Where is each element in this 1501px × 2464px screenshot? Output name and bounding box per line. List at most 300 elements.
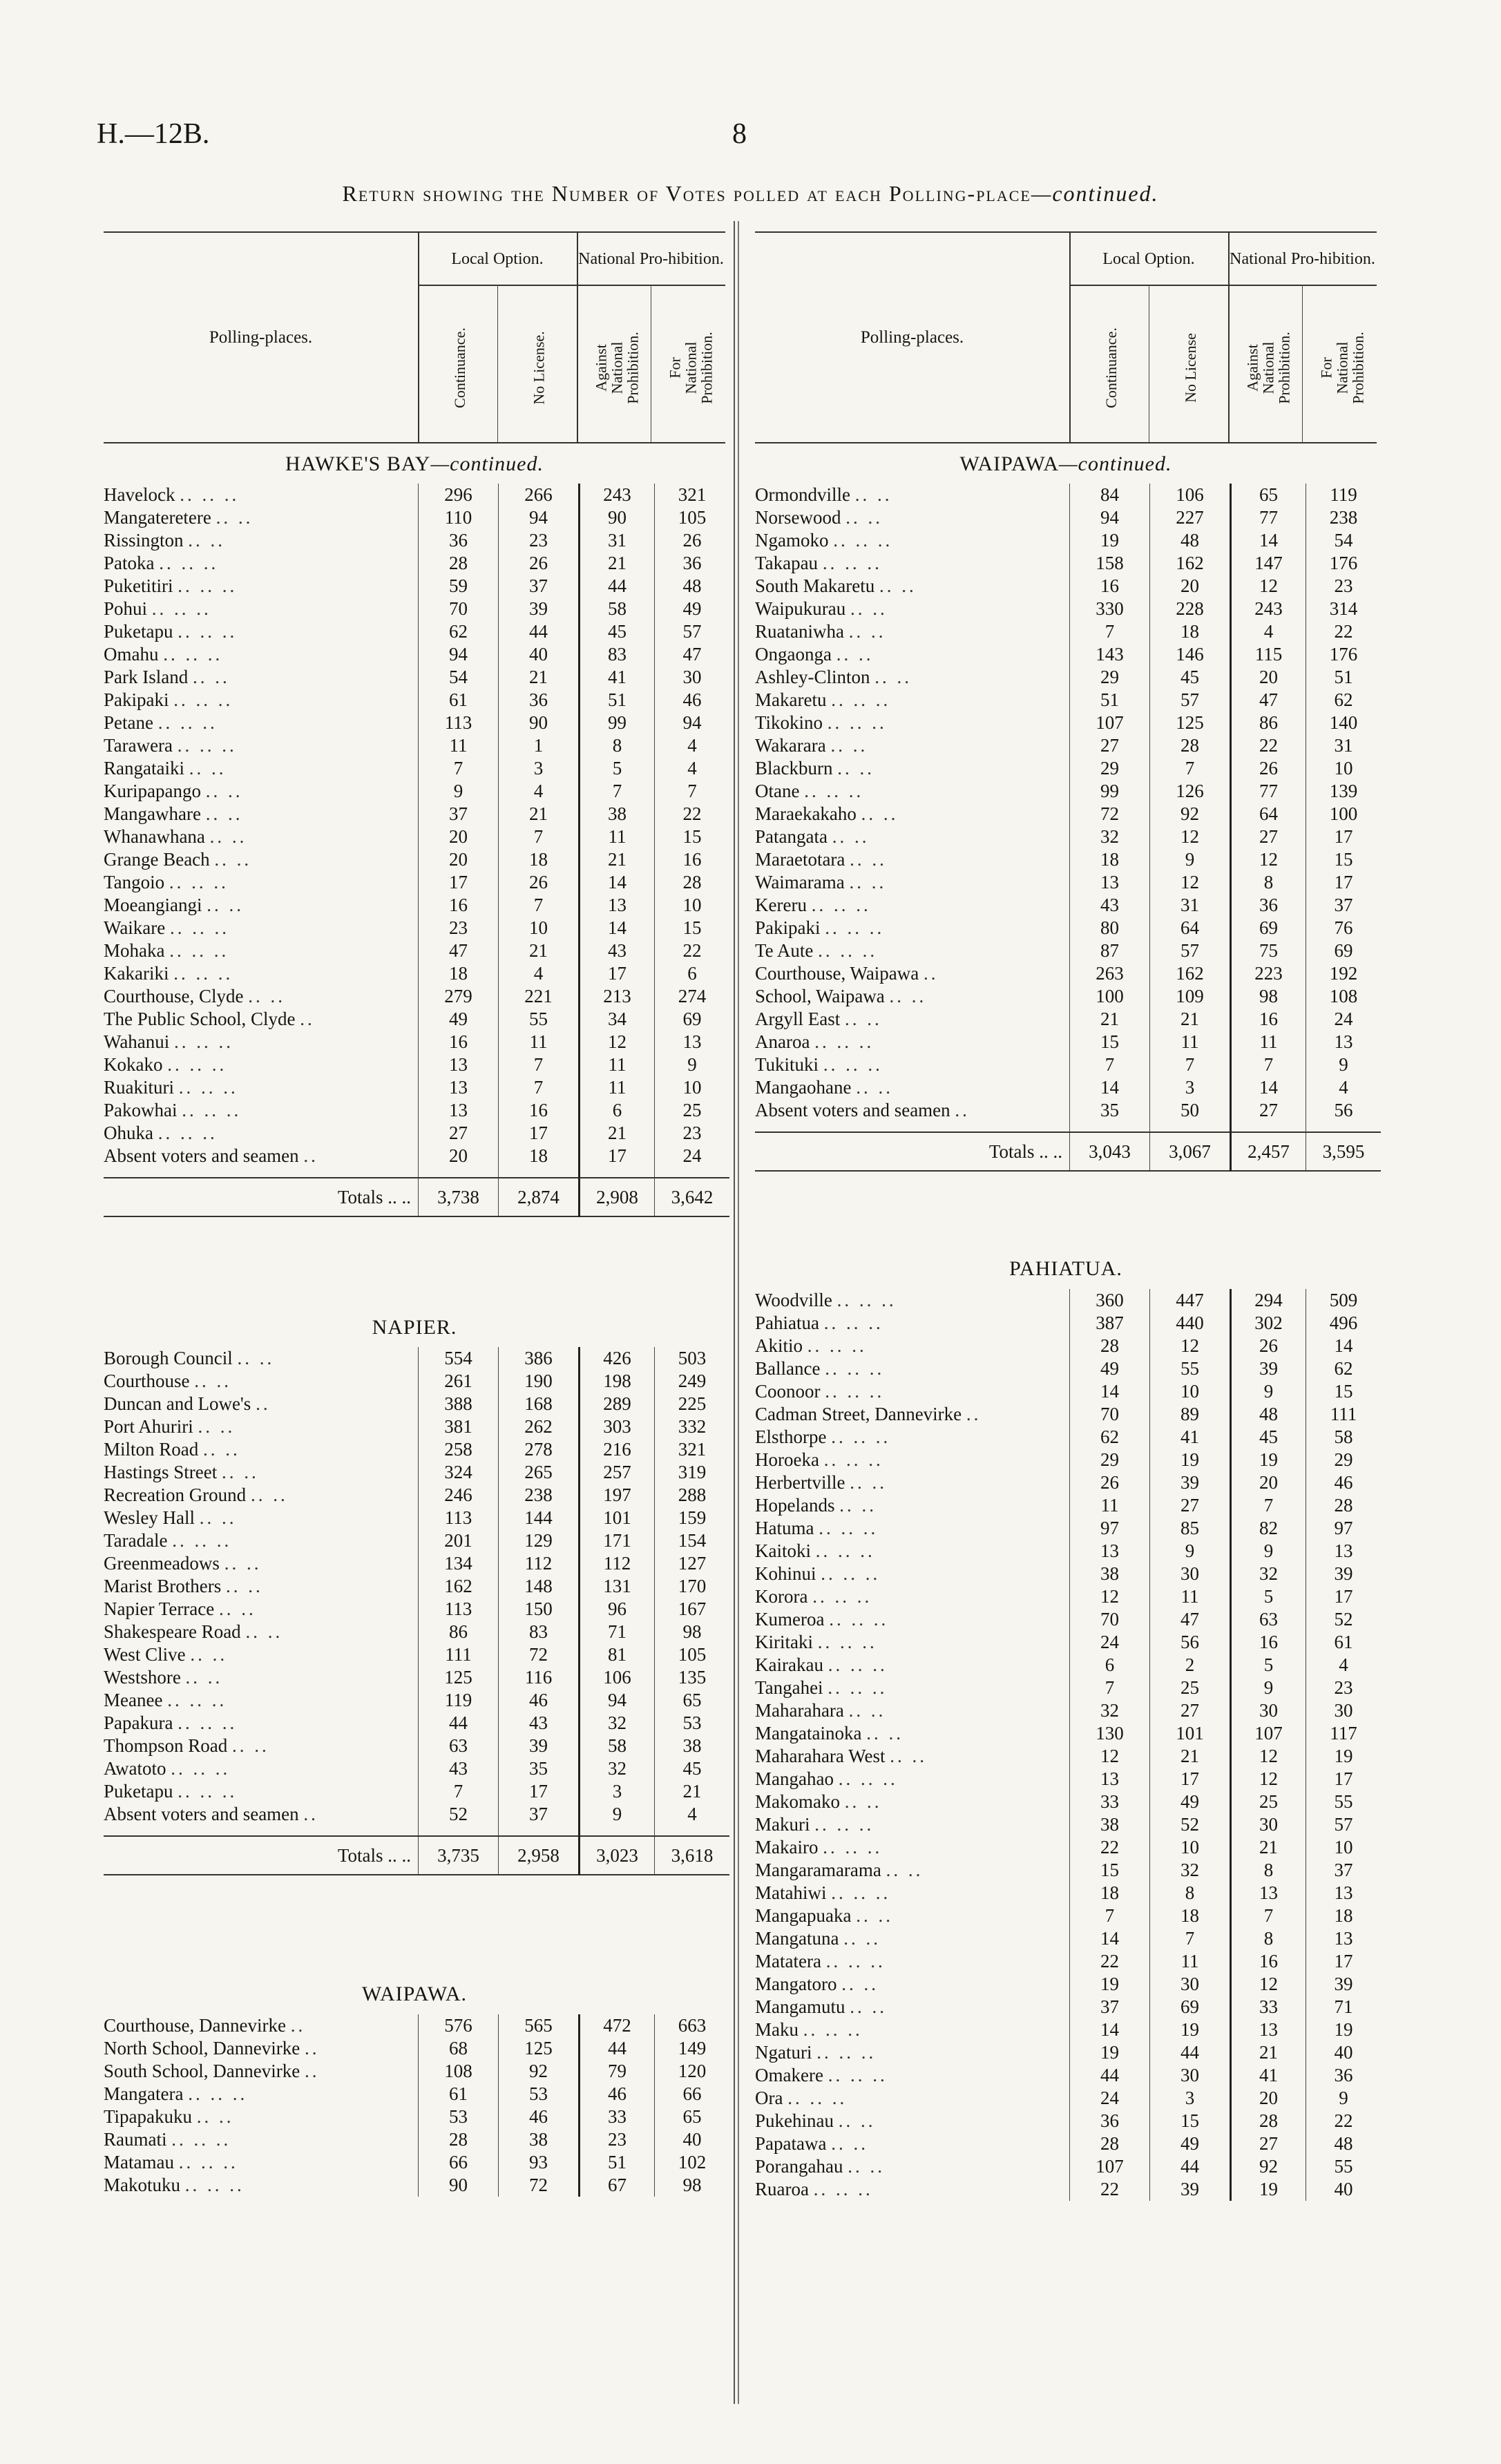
continuance-value: 387 [1070,1312,1150,1335]
for-value: 15 [1306,1380,1382,1403]
no-license-value: 10 [1150,1380,1231,1403]
no-license-value: 386 [499,1347,580,1370]
table-row [104,1643,729,1666]
no-license-value: 129 [499,1529,580,1552]
table-row [104,1666,729,1689]
no-license-value: 35 [499,1757,580,1780]
against-value: 5 [1231,1654,1306,1677]
against-value: 92 [1231,2155,1306,2178]
no-license-value: 11 [1150,1950,1231,1973]
against-value: 33 [580,2105,655,2128]
title-main: Return showing the Number of Votes polled at each Polling-place [342,181,1031,206]
table-row [755,1904,1381,1927]
polling-place-name: Pakipaki .. .. .. [104,689,233,710]
for-value: 52 [1306,1608,1382,1631]
table-row [755,1950,1381,1973]
no-license-value: 162 [1150,962,1231,985]
table-row [104,575,729,598]
no-license-heading: No License. [530,330,548,405]
for-value: 62 [1306,689,1382,711]
continuance-value: 11 [1070,1494,1150,1517]
for-value: 56 [1306,1099,1382,1122]
no-license-value: 32 [1150,1859,1231,1882]
for-value: 154 [655,1529,730,1552]
table-row [104,1575,729,1598]
polling-place-name: Elsthorpe .. .. .. [755,1426,891,1447]
continuance-value: 97 [1070,1517,1150,1540]
table-row [104,1689,729,1712]
no-license-value: 48 [1150,529,1231,552]
no-license-value: 57 [1150,939,1231,962]
polling-place-name: Takapau .. .. .. [755,553,882,573]
for-value: 66 [655,2083,730,2105]
against-value: 82 [1231,1517,1306,1540]
polling-place-name: Havelock .. .. .. [104,484,240,505]
against-value: 48 [1231,1403,1306,1426]
table-row [755,1099,1381,1122]
continuance-value: 84 [1070,484,1150,506]
table-row [755,780,1381,803]
total-value: 2,958 [499,1836,580,1875]
against-value: 36 [1231,894,1306,917]
against-value: 472 [580,2014,655,2037]
for-value: 117 [1306,1722,1382,1745]
total-value: 2,457 [1231,1132,1306,1171]
table-row [755,1053,1381,1076]
against-value: 20 [1231,2087,1306,2110]
against-value: 63 [1231,1608,1306,1631]
table-row [755,689,1381,711]
continuance-value: 54 [419,666,499,689]
polling-place-name: Waipukurau .. .. [755,598,888,619]
against-value: 30 [1231,1699,1306,1722]
for-value: 23 [655,1122,730,1145]
polling-place-name: Waimarama .. .. [755,872,887,892]
table-row [104,1757,729,1780]
continuance-value: 32 [1070,1699,1150,1722]
continuance-value: 17 [419,871,499,894]
continuance-value: 62 [419,620,499,643]
polling-place-name: Awatoto .. .. .. [104,1758,231,1779]
no-license-value: 11 [499,1031,580,1053]
continuance-value: 38 [1070,1813,1150,1836]
for-value: 22 [1306,2110,1382,2132]
continuance-value: 554 [419,1347,499,1370]
no-license-value: 49 [1150,1790,1231,1813]
no-license-value: 16 [499,1099,580,1122]
no-license-value: 565 [499,2014,580,2037]
table-row [755,848,1381,871]
continuance-value: 7 [1070,1904,1150,1927]
table-row [755,871,1381,894]
against-value: 6 [580,1099,655,1122]
for-value: 225 [655,1393,730,1415]
continuance-value: 13 [419,1099,499,1122]
no-license-value: 64 [1150,917,1231,939]
against-value: 13 [1231,1882,1306,1904]
polling-place-name: Mangateretere .. .. [104,507,254,528]
continuance-value: 18 [419,962,499,985]
local-option-heading: Local Option. [418,233,577,286]
no-license-value: 52 [1150,1813,1231,1836]
no-license-value: 1 [499,734,580,757]
table-row [755,734,1381,757]
for-value: 15 [655,825,730,848]
no-license-value: 69 [1150,1996,1231,2018]
against-value: 38 [580,803,655,825]
for-value: 94 [655,711,730,734]
for-value: 28 [1306,1494,1382,1517]
table-row [104,1415,729,1438]
for-value: 40 [1306,2041,1382,2064]
against-value: 67 [580,2174,655,2197]
no-license-value: 19 [1150,1449,1231,1471]
hawkes-bay-table [104,484,729,1217]
continuance-value: 28 [1070,1335,1150,1357]
against-value: 90 [580,506,655,529]
no-license-value: 50 [1150,1099,1231,1122]
continuance-value: 110 [419,506,499,529]
for-value: 13 [1306,1031,1382,1053]
table-row [104,1803,729,1826]
no-license-value: 7 [1150,1053,1231,1076]
table-row [104,1370,729,1393]
against-value: 45 [1231,1426,1306,1449]
against-prohibition-heading: Against National Prohibition. [592,331,642,404]
polling-places-heading: Polling-places. [209,327,313,347]
no-license-value: 221 [499,985,580,1008]
continuance-value: 143 [1070,643,1150,666]
polling-place-name: Pahiatua .. .. .. [755,1312,883,1333]
no-license-value: 227 [1150,506,1231,529]
for-value: 120 [655,2060,730,2083]
against-value: 107 [1231,1722,1306,1745]
against-value: 21 [580,552,655,575]
continuance-value: 36 [419,529,499,552]
table-row [755,2064,1381,2087]
for-value: 9 [1306,1053,1382,1076]
no-license-value: 21 [499,803,580,825]
table-row [755,917,1381,939]
against-prohibition-heading: Against National Prohibition. [1243,331,1293,404]
table-row [755,1927,1381,1950]
for-value: 13 [1306,1927,1382,1950]
against-value: 64 [1231,803,1306,825]
table-row [755,962,1381,985]
continuance-value: 37 [1070,1996,1150,2018]
for-prohibition-heading: For National Prohibition. [666,331,716,404]
against-value: 32 [580,1712,655,1735]
polling-place-name: Wakarara .. .. [755,735,868,756]
table-row [755,1745,1381,1768]
for-value: 23 [1306,1677,1382,1699]
against-value: 44 [580,2037,655,2060]
against-value: 112 [580,1552,655,1575]
table-row [755,1677,1381,1699]
no-license-value: 12 [1150,1335,1231,1357]
table-row [755,1426,1381,1449]
against-value: 101 [580,1507,655,1529]
for-value: 54 [1306,529,1382,552]
polling-place-name: Moeangiangi .. .. [104,895,244,915]
against-value: 41 [580,666,655,689]
continuance-value: 22 [1070,1836,1150,1859]
table-row [755,1996,1381,2018]
polling-place-name: Blackburn .. .. [755,758,874,779]
continuance-value: 162 [419,1575,499,1598]
table-row [755,985,1381,1008]
no-license-value: 46 [499,2105,580,2128]
for-value: 15 [655,917,730,939]
polling-place-name: Ruakituri .. .. .. [104,1077,238,1098]
polling-place-name: Makuri .. .. .. [755,1814,874,1835]
table-row [104,1712,729,1735]
no-license-value: 38 [499,2128,580,2151]
no-license-value: 125 [499,2037,580,2060]
against-value: 20 [1231,1471,1306,1494]
continuance-value: 38 [1070,1563,1150,1585]
continuance-value: 113 [419,1598,499,1621]
continuance-value: 7 [419,1780,499,1803]
against-value: 77 [1231,506,1306,529]
table-row [755,1357,1381,1380]
continuance-value: 70 [419,598,499,620]
continuance-value: 47 [419,939,499,962]
continuance-value: 35 [1070,1099,1150,1122]
no-license-value: 18 [1150,1904,1231,1927]
continuance-value: 14 [1070,1076,1150,1099]
table-row [104,1507,729,1529]
totals-row [104,1178,729,1216]
against-value: 27 [1231,2132,1306,2155]
against-value: 197 [580,1484,655,1507]
against-value: 12 [1231,1768,1306,1790]
continuance-value: 20 [419,825,499,848]
no-license-value: 45 [1150,666,1231,689]
table-row [104,917,729,939]
table-row [755,825,1381,848]
no-license-value: 7 [1150,757,1231,780]
polling-place-name: Port Ahuriri .. .. [104,1416,236,1437]
total-value: 3,642 [655,1178,730,1216]
polling-place-name: Mangatera .. .. .. [104,2083,248,2104]
continuance-value: 15 [1070,1859,1150,1882]
continuance-value: 61 [419,2083,499,2105]
total-value: 3,043 [1070,1132,1150,1171]
for-value: 314 [1306,598,1382,620]
against-value: 11 [1231,1031,1306,1053]
table-row [104,1347,729,1370]
for-value: 321 [655,1438,730,1461]
no-license-value: 17 [499,1122,580,1145]
table-row [755,1563,1381,1585]
polling-place-name: Mangatuna .. .. [755,1928,881,1949]
totals-row [755,1132,1381,1171]
for-value: 9 [1306,2087,1382,2110]
for-value: 10 [1306,1836,1382,1859]
table-row [104,1461,729,1484]
continuance-value: 19 [1070,1973,1150,1996]
for-value: 76 [1306,917,1382,939]
no-license-value: 106 [1150,484,1231,506]
for-value: 332 [655,1415,730,1438]
table-row [755,2178,1381,2201]
continuance-value: 246 [419,1484,499,1507]
polling-place-name: Courthouse .. .. [104,1371,231,1391]
polling-place-name: Tangahei .. .. .. [755,1677,888,1698]
table-row [755,552,1381,575]
polling-place-name: Kairakau .. .. .. [755,1654,888,1675]
no-license-value: 262 [499,1415,580,1438]
for-value: 176 [1306,552,1382,575]
polling-place-name: Kereru .. .. .. [755,895,871,915]
continuance-value: 32 [1070,825,1150,848]
for-value: 167 [655,1598,730,1621]
against-value: 302 [1231,1312,1306,1335]
national-prohibition-heading: National Pro-hibition. [577,233,725,286]
continuance-value: 63 [419,1735,499,1757]
against-value: 34 [580,1008,655,1031]
total-value: 2,874 [499,1178,580,1216]
table-row [104,689,729,711]
polling-place-name: Matatera .. .. .. [755,1951,886,1971]
against-value: 33 [1231,1996,1306,2018]
for-value: 22 [655,939,730,962]
table-row [755,1312,1381,1335]
polling-place-name: Ruaroa .. .. .. [755,2179,873,2199]
table-row [104,1780,729,1803]
no-license-value: 39 [1150,1471,1231,1494]
polling-place-name: Whanawhana .. .. [104,826,247,847]
for-value: 71 [1306,1996,1382,2018]
against-value: 69 [1231,917,1306,939]
polling-place-name: Maku .. .. .. [755,2019,863,2040]
continuance-value: 125 [419,1666,499,1689]
table-row [755,1836,1381,1859]
table-row [104,939,729,962]
against-value: 8 [580,734,655,757]
polling-place-name: Akitio .. .. .. [755,1335,867,1356]
continuance-value: 16 [419,894,499,917]
no-license-value: 26 [499,552,580,575]
no-license-value: 7 [499,894,580,917]
for-value: 40 [655,2128,730,2151]
continuance-value: 51 [1070,689,1150,711]
continuance-value: 28 [1070,2132,1150,2155]
polling-place-name: Recreation Ground .. .. [104,1484,288,1505]
for-value: 15 [1306,848,1382,871]
against-value: 16 [1231,1950,1306,1973]
table-row [755,2155,1381,2178]
for-value: 159 [655,1507,730,1529]
for-value: 135 [655,1666,730,1689]
for-value: 16 [655,848,730,871]
no-license-value: 3 [499,757,580,780]
polling-place-name: Raumati .. .. .. [104,2129,231,2150]
against-value: 71 [580,1621,655,1643]
no-license-value: 4 [499,962,580,985]
for-value: 39 [1306,1973,1382,1996]
against-value: 96 [580,1598,655,1621]
no-license-value: 41 [1150,1426,1231,1449]
continuance-value: 61 [419,689,499,711]
polling-place-name: Absent voters and seamen .. [104,1804,318,1824]
against-value: 198 [580,1370,655,1393]
for-value: 22 [655,803,730,825]
total-value: 3,067 [1150,1132,1231,1171]
polling-place-name: Kumeroa .. .. .. [755,1609,889,1630]
no-license-value: 21 [499,939,580,962]
polling-place-name: Borough Council .. .. [104,1348,275,1368]
for-value: 37 [1306,894,1382,917]
continuance-value: 7 [1070,1677,1150,1699]
continuance-value: 15 [1070,1031,1150,1053]
against-value: 21 [1231,1836,1306,1859]
continuance-value: 70 [1070,1403,1150,1426]
polling-place-name: Cadman Street, Dannevirke .. [755,1404,982,1424]
no-license-value: 55 [499,1008,580,1031]
continuance-value: 86 [419,1621,499,1643]
no-license-value: 27 [1150,1494,1231,1517]
for-value: 4 [655,757,730,780]
polling-place-name: Puketapu .. .. .. [104,1781,238,1802]
for-value: 38 [655,1735,730,1757]
polling-place-name: Rangataiki .. .. [104,758,227,779]
polling-place-name: Matahiwi .. .. .. [755,1882,891,1903]
no-license-value: 10 [499,917,580,939]
against-value: 5 [580,757,655,780]
total-value: 3,618 [655,1836,730,1875]
continuance-value: 90 [419,2174,499,2197]
for-value: 58 [1306,1426,1382,1449]
totals-label: Totals .. .. [104,1178,419,1216]
continuance-value: 27 [419,1122,499,1145]
continuance-value: 94 [1070,506,1150,529]
continuance-value: 100 [1070,985,1150,1008]
table-row [755,1517,1381,1540]
continuance-value: 53 [419,2105,499,2128]
polling-place-name: Anaroa .. .. .. [755,1031,874,1052]
for-value: 36 [1306,2064,1382,2087]
table-row [104,2128,729,2151]
for-value: 65 [655,2105,730,2128]
polling-place-name: Mohaka .. .. .. [104,940,229,961]
against-value: 17 [580,962,655,985]
polling-place-name: Absent voters and seamen .. [755,1100,970,1120]
continuance-value: 134 [419,1552,499,1575]
against-value: 216 [580,1438,655,1461]
against-value: 11 [580,1076,655,1099]
continuance-value: 324 [419,1461,499,1484]
polling-place-name: Mangatoro .. .. [755,1974,879,1994]
against-value: 115 [1231,643,1306,666]
for-value: 108 [1306,985,1382,1008]
table-row [104,803,729,825]
table-row [104,734,729,757]
no-license-value: 162 [1150,552,1231,575]
continuance-value: 258 [419,1438,499,1461]
for-value: 127 [655,1552,730,1575]
for-prohibition-heading: For National Prohibition. [1317,331,1367,404]
polling-place-name: Milton Road .. .. [104,1439,240,1460]
table-row [755,1654,1381,1677]
continuance-value: 26 [1070,1471,1150,1494]
continuance-value: 381 [419,1415,499,1438]
table-row [104,780,729,803]
polling-place-name: Grange Beach .. .. [104,849,252,870]
against-value: 32 [1231,1563,1306,1585]
against-value: 21 [1231,2041,1306,2064]
